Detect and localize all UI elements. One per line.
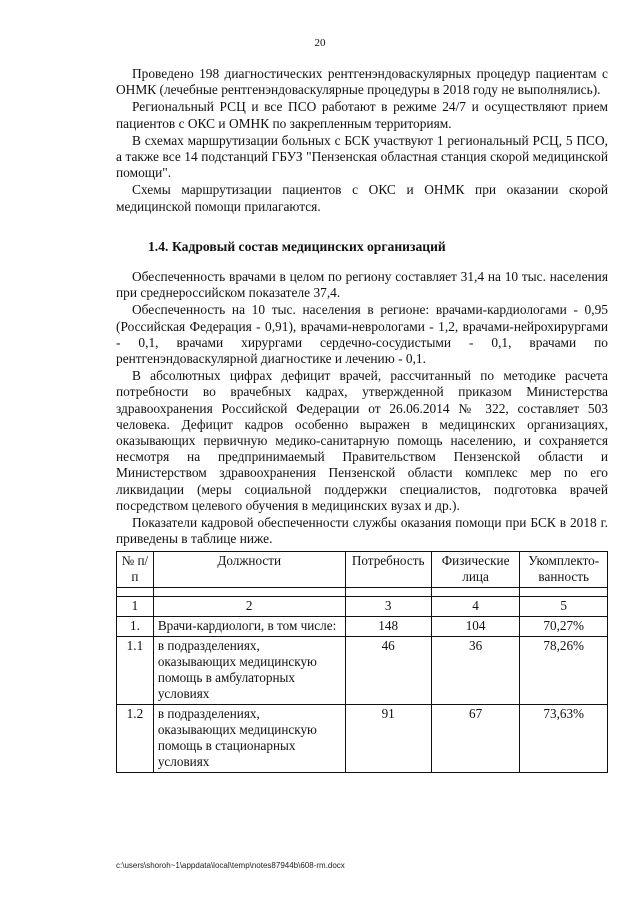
table-cell: в подразделениях, оказывающих медицинскую помощь в стационарных условиях bbox=[153, 705, 345, 773]
paragraph: Проведено 198 диагностических рентгенэндоваскулярных процедур пациентам с ОНМК (лечебные рентгенэндоваскулярные процедуры в 2018 году не выполнялись). bbox=[116, 66, 608, 98]
section-number: 1.4. bbox=[148, 238, 169, 254]
section-title: Кадровый состав медицинских организаций bbox=[172, 238, 446, 254]
paragraph: Схемы маршрутизации пациентов с ОКС и ОНМК при оказании скорой медицинской помощи прилагаются. bbox=[116, 182, 608, 214]
table-cell: 70,27% bbox=[520, 617, 608, 637]
table-cell: 1. bbox=[117, 617, 154, 637]
table-cell: Врачи-кардиологи, в том числе: bbox=[153, 617, 345, 637]
header-cell-position: Должности bbox=[153, 552, 345, 588]
table-cell: 78,26% bbox=[520, 637, 608, 705]
table-row bbox=[117, 617, 608, 637]
table-cell: 67 bbox=[431, 705, 520, 773]
staffing-table bbox=[116, 551, 608, 773]
table-cell: 148 bbox=[345, 617, 431, 637]
paragraph: В абсолютных цифрах дефицит врачей, рассчитанный по методике расчета потребности во врачебных кадрах, утвержденной приказом Министерства здравоохранения Российской Федерации от 26.06.2014 № 322, составляет 503 человека. Дефицит кадров особенно выражен в медицинских организациях, оказывающих первичную медико-санитарную помощь населению, и сохраняется несмотря на предпринимаемый Правительством Пензенской области и Министерством здравоохранения Пензенской области комплекс мер по его ликвидации (меры социальной поддержки специалистов, подготовка врачей посредством целевого обучения в медицинских вузах и др.). bbox=[116, 368, 608, 513]
table-row bbox=[117, 637, 608, 705]
table-cell: 3 bbox=[345, 597, 431, 617]
table-cell: 1 bbox=[117, 597, 154, 617]
paragraph: Обеспеченность врачами в целом по региону составляет 31,4 на 10 тыс. населения при среднероссийском показателе 37,4. bbox=[116, 269, 608, 301]
table-cell: в подразделениях, оказывающих медицинскую помощь в амбулаторных условиях bbox=[153, 637, 345, 705]
table-cell: 73,63% bbox=[520, 705, 608, 773]
table-cell: 104 bbox=[431, 617, 520, 637]
table-cell: 36 bbox=[431, 637, 520, 705]
paragraph: Региональный РСЦ и все ПСО работают в режиме 24/7 и осуществляют прием пациентов с ОКС и ОМНК по закрепленным территориям. bbox=[116, 99, 608, 131]
paragraph: В схемах маршрутизации больных с БСК участвуют 1 региональный РСЦ, 5 ПСО, а также все 14 подстанций ГБУЗ "Пензенская областная станция скорой медицинской помощи". bbox=[116, 132, 608, 181]
table-cell: 4 bbox=[431, 597, 520, 617]
table-header-row bbox=[117, 552, 608, 588]
table-row bbox=[117, 705, 608, 773]
file-path-footer: c:\users\shoroh~1\appdata\local\temp\notes87944b\608-rm.docx bbox=[116, 861, 345, 870]
section-heading bbox=[116, 239, 608, 255]
header-cell-persons: Физические лица bbox=[431, 552, 520, 588]
table-intro: Показатели кадровой обеспеченности службы оказания помощи при БСК в 2018 г. приведены в таблице ниже. bbox=[116, 515, 608, 547]
header-cell-need: Потребность bbox=[345, 552, 431, 588]
page-number: 20 bbox=[314, 37, 326, 49]
table-cell: 5 bbox=[520, 597, 608, 617]
table-cell: 46 bbox=[345, 637, 431, 705]
table-cell: 91 bbox=[345, 705, 431, 773]
table-cell: 2 bbox=[153, 597, 345, 617]
table-cell: 1.2 bbox=[117, 705, 154, 773]
document-body bbox=[116, 66, 608, 773]
table-cell: 1.1 bbox=[117, 637, 154, 705]
paragraph: Обеспеченность на 10 тыс. населения в регионе: врачами-кардиологами - 0,95 (Российская Федерация - 0,91), врачами-неврологами - 1,2, врачами-нейрохирургами - 0,1, врачами хирургами сердечно-сосудистыми - 0,1, врачами по рентгенэндоваскулярной диагностике и лечению - 0,1. bbox=[116, 302, 608, 367]
header-cell-staffing: Укомплекто-ванность bbox=[520, 552, 608, 588]
table-spacer-row bbox=[117, 588, 608, 597]
table-index-row bbox=[117, 597, 608, 617]
header-cell-number: № п/п bbox=[117, 552, 154, 588]
